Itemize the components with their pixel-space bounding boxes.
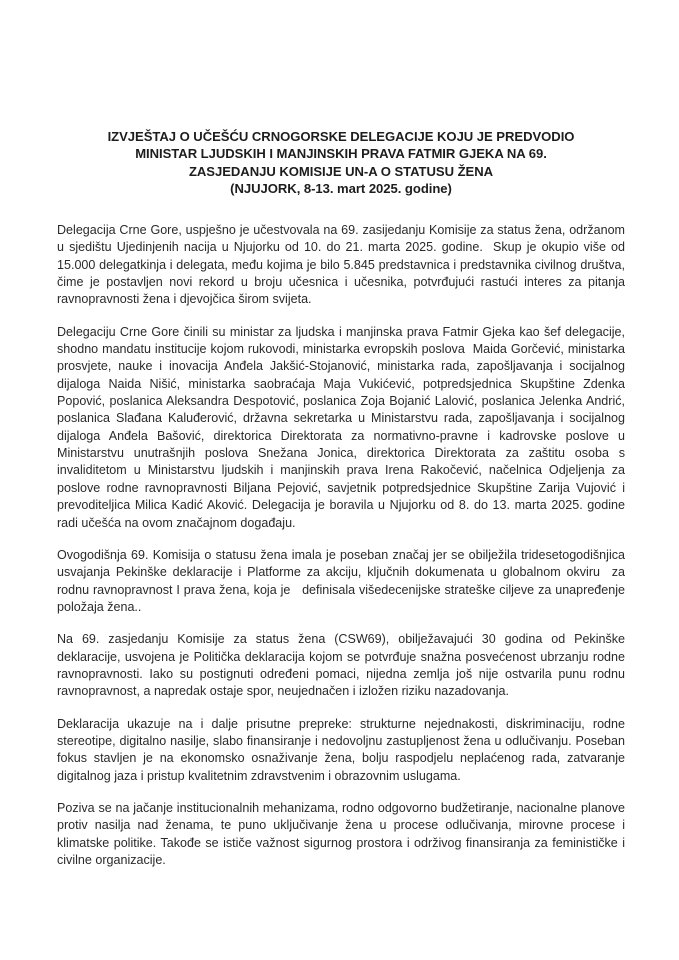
paragraph-delegation-participation: Delegacija Crne Gore, uspješno je učestvovala na 69. zasijedanju Komisije za status žena, održanom u sjedištu Ujedinjenih nacija u Njujorku od 10. do 21. marta 2025. godine. Skup je okupio više od 15.000 delegatkinja i delegata, među kojima je bilo 5.845 predstavnica i predstavnika civilnog društva, čime je postavljen novi rekord u broju učesnica i učesnika, potvrđujući rastući interes za pitanja ravnopravnosti žena i djevojčica širom svijeta. <box>57 223 629 307</box>
paragraph-beijing-anniversary: Ovogodišnja 69. Komisija o statusu žena imala je poseban značaj jer se obilježila tridesetogodišnjica usvajanja Pekinške deklaracije i Platforme za akciju, ključnih dokumenata u globalnom okviru za rodnu ravnopravnost I prava žena, koja je definisala višedecenijske strateške ciljeve za unapređenje položaja žena.. <box>57 547 629 614</box>
paragraph-call-to-action: Poziva se na jačanje institucionalnih mehanizama, rodno odgovorno budžetiranje, nacionalne planove protiv nasilja nad ženama, te puno uključivanje žena u procese odlučivanja, mirovne procese i klimatske politike. Takođe se ističe važnost sigurnog prostora i održivog finansiranja za feminističke i civilne organizacije. <box>57 800 629 867</box>
title-line-1: IZVJEŠTAJ O UČEŠĆU CRNOGORSKE DELEGACIJE KOJU JE PREDVODIO <box>107 129 575 144</box>
document-body <box>57 222 629 869</box>
title-line-4: (NJUJORK, 8-13. mart 2025. godine) <box>230 180 452 196</box>
paragraph-delegation-members: Delegaciju Crne Gore činili su ministar za ljudska i manjinska prava Fatmir Gjeka kao šef delegacije, shodno mandatu institucije kojom rukovodi, ministarka evropskih poslova Maida Gorčević, ministarka prosvjete, nauke i inovacija Anđela Jakšić-Stojanović, ministarka rada, zapošljavanja i socijalnog dijaloga Naida Nišić, ministarka saobraćaja Maja Vukićević, potpredsjednica Skupštine Zdenka Popović, poslanica Aleksandra Despotović, poslanica Zoja Bojanić Lalović, poslanica Jelenka Andrić, poslanica Slađana Kaluđerović, državna sekretarka u Ministarstvu rada, zapošljavanja i socijalnog dijaloga Anđela Bašović, direktorica Direktorata za normativno-pravne i kadrovske poslove u Ministarstvu unutrašnjih poslova Snežana Jonica, direktorica Direktorata za zaštitu osoba s invaliditetom u Ministarstvu ljudskih i manjinskih prava Irena Rakočević, načelnica Odjeljenja za poslove rodne ravnopravnosti Biljana Pejović, savjetnik potpredsjednice Skupštine Zarija Vujović i prevoditeljica Milica Kadić Aković. Delegacija je boravila u Njujorku od 8. do 13. marta 2025. godine radi učešća na ovom značajnom događaju. <box>57 324 629 530</box>
paragraph-obstacles: Deklaracija ukazuje na i dalje prisutne prepreke: strukturne nejednakosti, diskriminaciju, rodne stereotipe, digitalno nasilje, slabo finansiranje i nedovoljnu zastupljenost žena u odlučivanju. Poseban fokus stavljen je na ekonomsko osnaživanje žena, bolju raspodjelu neplaćenog rada, zatvaranje digitalnog jaza i pristup kvalitetnim zdravstvenim i obrazovnim uslugama. <box>57 716 629 783</box>
paragraph-political-declaration: Na 69. zasjedanju Komisije za status žena (CSW69), obilježavajući 30 godina od Pekinške deklaracije, usvojena je Politička deklaracija kojom se potvrđuje snažna posvećenost ubrzanju rodne ravnopravnosti. Iako su postignuti određeni pomaci, nijedna zemlja još nije ostvarila punu rodnu ravnopravnost, a napredak ostaje spor, neujednačen i izložen riziku nazadovanja. <box>57 632 629 699</box>
page-title <box>57 128 625 197</box>
title-line-3: ZASJEDANJU KOMISIJE UN-A O STATUSU ŽENA <box>188 163 494 179</box>
title-line-2: MINISTAR LJUDSKIH I MANJINSKIH PRAVA FATMIR GJEKA NA 69. <box>135 146 547 162</box>
